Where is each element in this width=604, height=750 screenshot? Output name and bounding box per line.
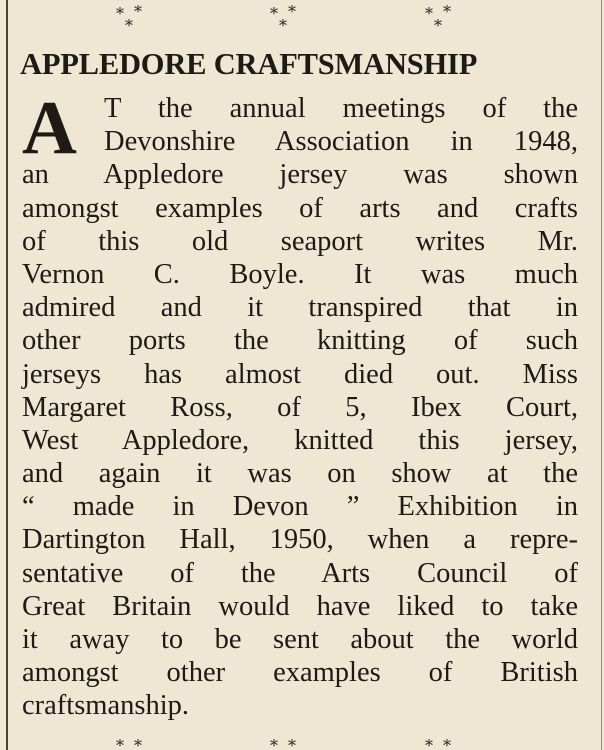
text-line: other ports the knitting of such <box>22 325 578 357</box>
asterism-icon: * * <box>116 736 142 750</box>
asterism-icon: * * <box>425 736 451 750</box>
left-column-rule <box>6 0 8 750</box>
top-ornament-row <box>0 0 604 36</box>
text-line: Vernon C. Boyle. It was much <box>22 258 578 290</box>
text-line: it away to be sent about the world <box>22 624 578 655</box>
drop-cap: A <box>22 86 77 170</box>
text-line: Great Britain would have liked to take <box>22 590 578 622</box>
text-line: an Appledore jersey was shown <box>22 159 578 191</box>
text-line: of this old seaport writes Mr. <box>22 225 578 257</box>
asterism-icon: * * * <box>425 2 451 35</box>
text-line: and again it was on show at the <box>22 458 578 490</box>
text-line: West Appledore, knitted this jersey, <box>22 424 578 456</box>
article-headline: APPLEDORE CRAFTSMANSHIP <box>20 47 478 81</box>
right-column-rule <box>601 0 602 750</box>
text-line: amongst examples of arts and crafts <box>22 192 578 224</box>
text-line: sentative of the Arts Council of <box>22 557 578 589</box>
bottom-ornament-row <box>0 730 604 750</box>
text-line: jerseys has almost died out. Miss <box>22 358 578 390</box>
asterism-icon: * * * <box>116 2 142 35</box>
article-body <box>22 86 578 723</box>
text-line: amongst other examples of British <box>22 657 578 689</box>
text-line: craftsmanship. <box>22 690 189 722</box>
text-line: T the annual meetings of the <box>104 93 578 124</box>
text-line: Margaret Ross, of 5, Ibex Court, <box>22 391 578 423</box>
text-line: Dartington Hall, 1950, when a repre- <box>22 524 578 556</box>
text-line: Devonshire Association in 1948, <box>104 126 578 158</box>
text-line: “ made in Devon ” Exhibition in <box>22 491 578 523</box>
asterism-icon: * * * <box>270 2 296 35</box>
asterism-icon: * * <box>270 736 296 750</box>
text-line: admired and it transpired that in <box>22 292 578 324</box>
